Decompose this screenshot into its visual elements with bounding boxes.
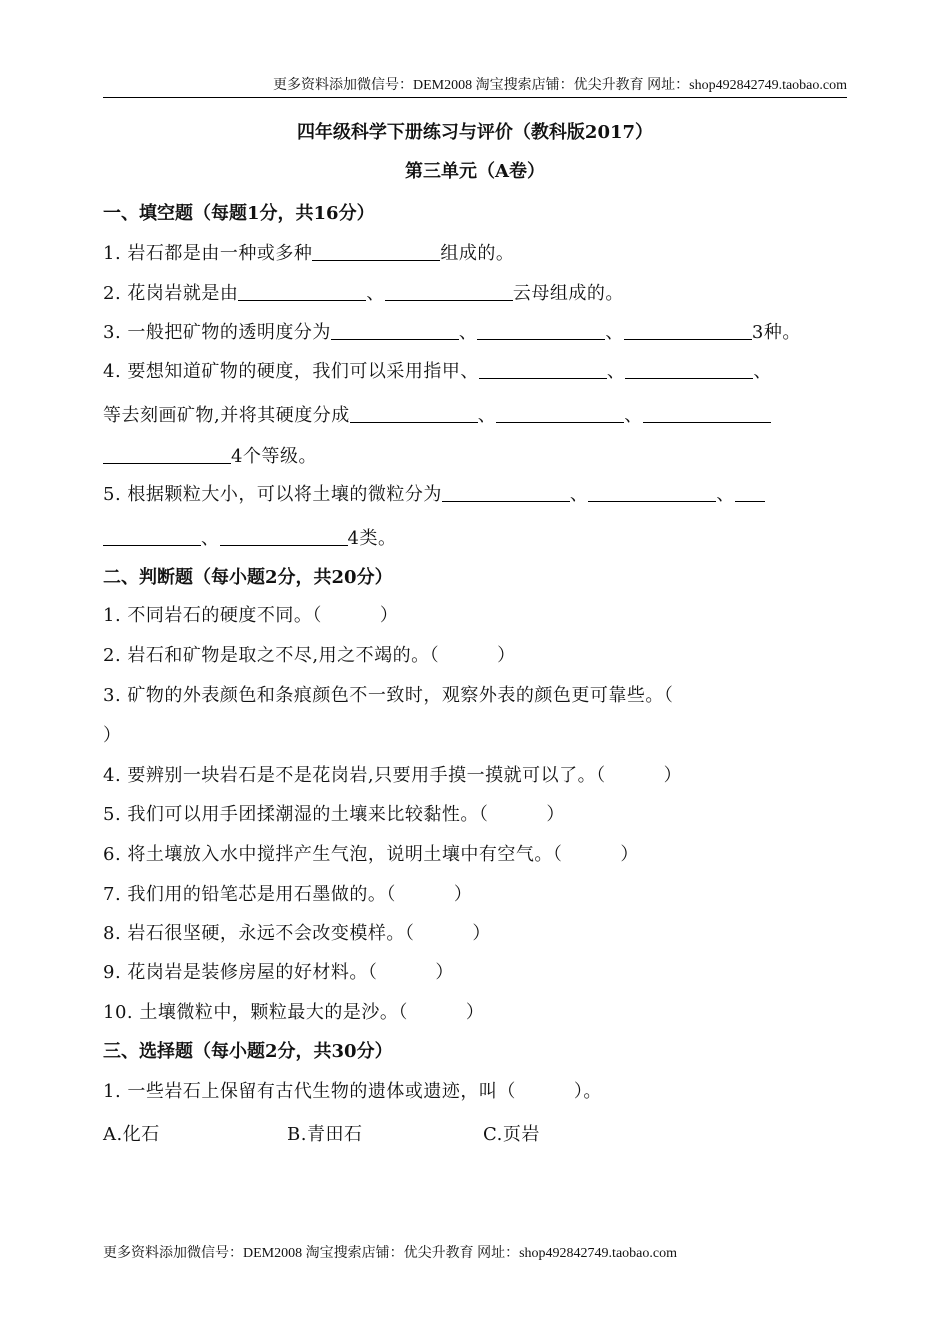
answer-blank[interactable]: [735, 483, 765, 502]
section3-heading: 三、选择题（每小题2分，共30分）: [103, 1041, 393, 1062]
answer-blank[interactable]: [624, 321, 752, 340]
judge-question-10: 10. 土壤微粒中，颗粒最大的是沙。（ ）: [103, 1002, 485, 1023]
judge-question-2: 2. 岩石和矿物是取之不尽,用之不竭的。（ ）: [103, 645, 516, 666]
footer-contact: 更多资料添加微信号：DEM2008 淘宝搜索店铺：优尖升教育 网址：shop492842749.taobao.com: [103, 1246, 677, 1261]
page-subtitle: 第三单元（A卷）: [405, 161, 545, 182]
judge-question-3-close: ）: [103, 725, 122, 746]
answer-blank[interactable]: [238, 282, 366, 301]
answer-blank[interactable]: [442, 483, 570, 502]
fill-question-4-line2: 等去刻画矿物,并将其硬度分成 、 、: [103, 404, 771, 428]
header-divider: [103, 97, 847, 98]
judge-question-1: 1. 不同岩石的硬度不同。（ ）: [103, 605, 399, 626]
judge-question-6: 6. 将土壤放入水中搅拌产生气泡，说明土壤中有空气。（ ）: [103, 844, 639, 865]
fill-question-2: 2. 花岗岩就是由 、 云母组成的。: [103, 283, 624, 304]
fill-question-1: 1. 岩石都是由一种或多种 组成的。: [103, 243, 515, 264]
answer-blank[interactable]: [477, 321, 605, 340]
fill-question-4-line3: 4个等级。: [103, 445, 317, 469]
fill-question-5-line1: 5. 根据颗粒大小，可以将土壤的微粒分为 、 、: [103, 483, 765, 507]
judge-question-5: 5. 我们可以用手团揉潮湿的土壤来比较黏性。（ ）: [103, 804, 565, 825]
section1-heading: 一、填空题（每题1分，共16分）: [103, 203, 375, 224]
answer-blank[interactable]: [496, 404, 624, 423]
header-contact: 更多资料添加微信号：DEM2008 淘宝搜索店铺：优尖升教育 网址：shop492842749.taobao.com: [273, 78, 847, 93]
judge-question-3: 3. 矿物的外表颜色和条痕颜色不一致时，观察外表的颜色更可靠些。（: [103, 685, 674, 706]
judge-question-7: 7. 我们用的铅笔芯是用石墨做的。（ ）: [103, 884, 473, 905]
section2-heading: 二、判断题（每小题2分，共20分）: [103, 567, 393, 588]
fill-question-5-line2: 、 4类。: [103, 527, 396, 551]
answer-blank[interactable]: [331, 321, 459, 340]
judge-question-4: 4. 要辨别一块岩石是不是花岗岩,只要用手摸一摸就可以了。（ ）: [103, 765, 683, 786]
answer-blank[interactable]: [385, 282, 513, 301]
option-c[interactable]: C.页岩: [483, 1124, 540, 1145]
judge-question-8: 8. 岩石很坚硬，永远不会改变模样。（ ）: [103, 923, 491, 944]
fill-question-4-line1: 4. 要想知道矿物的硬度，我们可以采用指甲、 、 、: [103, 361, 772, 382]
choice-question-1: 1. 一些岩石上保留有古代生物的遗体或遗迹，叫（ ）。: [103, 1081, 602, 1102]
answer-blank[interactable]: [312, 242, 440, 261]
answer-blank[interactable]: [103, 445, 231, 464]
answer-blank[interactable]: [479, 360, 607, 379]
answer-blank[interactable]: [220, 527, 348, 546]
page-title: 四年级科学下册练习与评价（教科版2017）: [296, 122, 654, 143]
judge-question-9: 9. 花岗岩是装修房屋的好材料。（ ）: [103, 962, 454, 983]
answer-blank[interactable]: [588, 483, 716, 502]
fill-question-3: 3. 一般把矿物的透明度分为 、 、 3种。: [103, 322, 801, 343]
choice-question-1-options: [103, 1123, 540, 1147]
option-b[interactable]: B.青田石: [287, 1124, 363, 1145]
answer-blank[interactable]: [350, 404, 478, 423]
answer-blank[interactable]: [103, 527, 201, 546]
answer-blank[interactable]: [643, 404, 771, 423]
option-a[interactable]: A.化石: [103, 1124, 160, 1145]
answer-blank[interactable]: [625, 360, 753, 379]
